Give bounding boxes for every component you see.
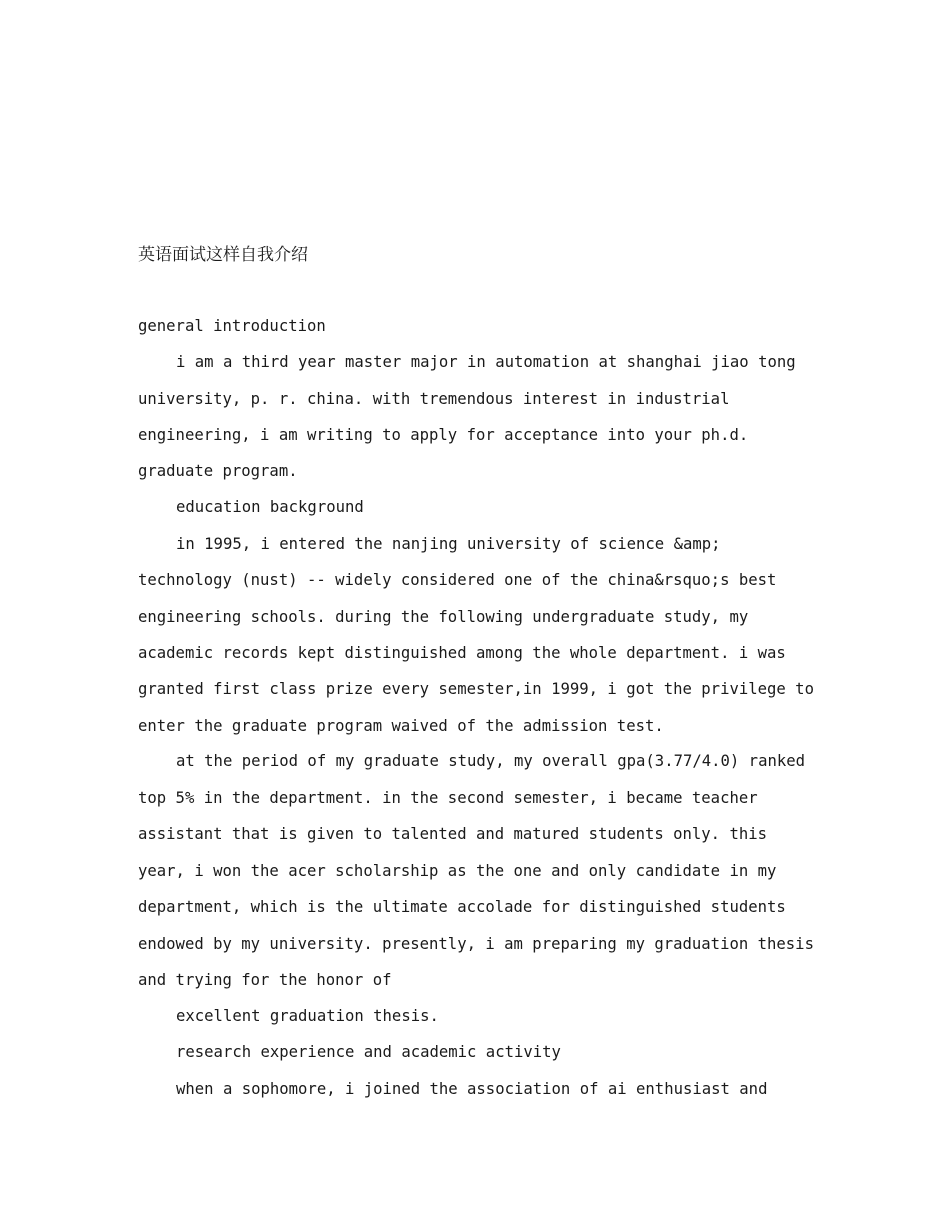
paragraph-line: enter the graduate program waived of the admission test. xyxy=(138,717,664,735)
section-heading-research-experience: research experience and academic activity xyxy=(176,1043,561,1061)
paragraph-line: engineering, i am writing to apply for acceptance into your ph.d. xyxy=(138,426,749,444)
paragraph-line: excellent graduation thesis. xyxy=(176,1007,439,1025)
paragraph-line: department, which is the ultimate accolade for distinguished students xyxy=(138,898,786,916)
paragraph-line: graduate program. xyxy=(138,462,298,480)
paragraph-line: and trying for the honor of xyxy=(138,971,392,989)
paragraph-line: top 5% in the department. in the second semester, i became teacher xyxy=(138,789,758,807)
paragraph-line: granted first class prize every semester,in 1999, i got the privilege to xyxy=(138,680,814,698)
paragraph-line: academic records kept distinguished among the whole department. i was xyxy=(138,644,786,662)
section-heading-education-background: education background xyxy=(176,498,364,516)
document-title: 英语面试这样自我介绍 xyxy=(138,245,308,265)
paragraph-line: university, p. r. china. with tremendous interest in industrial xyxy=(138,390,730,408)
paragraph-line: technology (nust) -- widely considered one of the china&rsquo;s best xyxy=(138,571,777,589)
paragraph-line: engineering schools. during the following undergraduate study, my xyxy=(138,608,749,626)
paragraph-line: i am a third year master major in automation at shanghai jiao tong xyxy=(176,353,796,371)
paragraph-line: assistant that is given to talented and matured students only. this xyxy=(138,825,768,843)
paragraph-line: endowed by my university. presently, i am preparing my graduation thesis xyxy=(138,935,814,953)
paragraph-line: at the period of my graduate study, my overall gpa(3.77/4.0) ranked xyxy=(176,752,806,770)
paragraph-line: year, i won the acer scholarship as the one and only candidate in my xyxy=(138,862,777,880)
paragraph-line: in 1995, i entered the nanjing university of science &amp; xyxy=(176,535,721,553)
paragraph-line: when a sophomore, i joined the association of ai enthusiast and xyxy=(176,1080,768,1098)
section-heading-general-introduction: general introduction xyxy=(138,317,326,335)
